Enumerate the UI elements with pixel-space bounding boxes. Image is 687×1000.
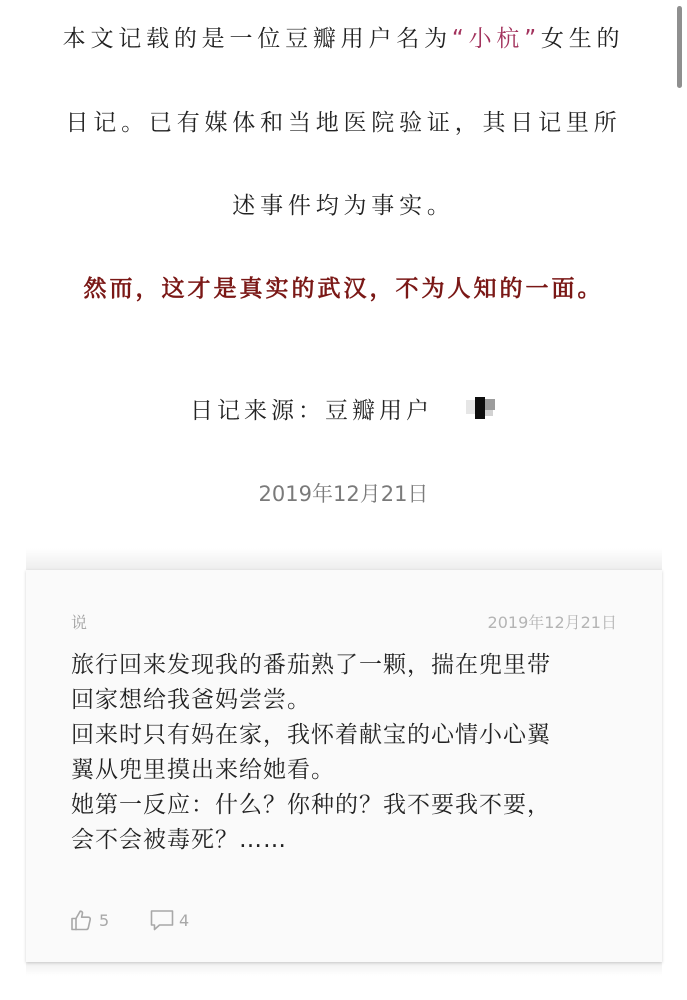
diary-line: 旅行回来发现我的番茄熟了一颗，揣在兜里带 <box>71 652 551 678</box>
redacted-username-mosaic <box>466 397 498 419</box>
comment-bubble-icon <box>149 908 175 932</box>
diary-line: 会不会被毒死？…… <box>71 827 287 853</box>
thumbs-up-icon <box>69 908 93 932</box>
like-count: 5 <box>99 911 110 930</box>
comment-count: 4 <box>179 911 190 930</box>
diary-body <box>71 648 631 858</box>
diary-line: 回家想给我爸妈尝尝。 <box>71 687 311 713</box>
card-top-shadow <box>26 548 662 570</box>
card-bottom-shadow <box>26 962 662 976</box>
diary-line: 回来时只有妈在家，我怀着献宝的心情小心翼 <box>71 722 551 748</box>
intro-line-3: 述事件均为事实。 <box>232 193 455 219</box>
username-highlight: “小杭” <box>451 26 541 52</box>
diary-line: 翼从兜里摸出来给她看。 <box>71 757 335 783</box>
diary-card <box>26 570 662 962</box>
comment-button[interactable] <box>149 906 209 936</box>
intro-line-1-after: 女生的 <box>540 26 625 52</box>
intro-line-2: 日记。已有媒体和当地医院验证，其日记里所 <box>65 110 622 136</box>
diary-author[interactable]: 说 <box>71 613 88 632</box>
source-line <box>190 392 433 425</box>
emphasis-statement: 然而，这才是真实的武汉，不为人知的一面。 <box>83 276 604 302</box>
diary-line: 她第一反应：什么？你种的？我不要我不要， <box>71 792 551 818</box>
diary-date: 2019年12月21日 <box>487 613 617 632</box>
source-label: 日记来源：豆瓣用户 <box>190 398 433 424</box>
intro-line-1 <box>0 20 687 53</box>
like-button[interactable] <box>69 906 129 936</box>
intro-line-1-before: 本文记载的是一位豆瓣用户名为 <box>62 26 452 52</box>
publish-date: 2019年12月21日 <box>258 482 429 506</box>
